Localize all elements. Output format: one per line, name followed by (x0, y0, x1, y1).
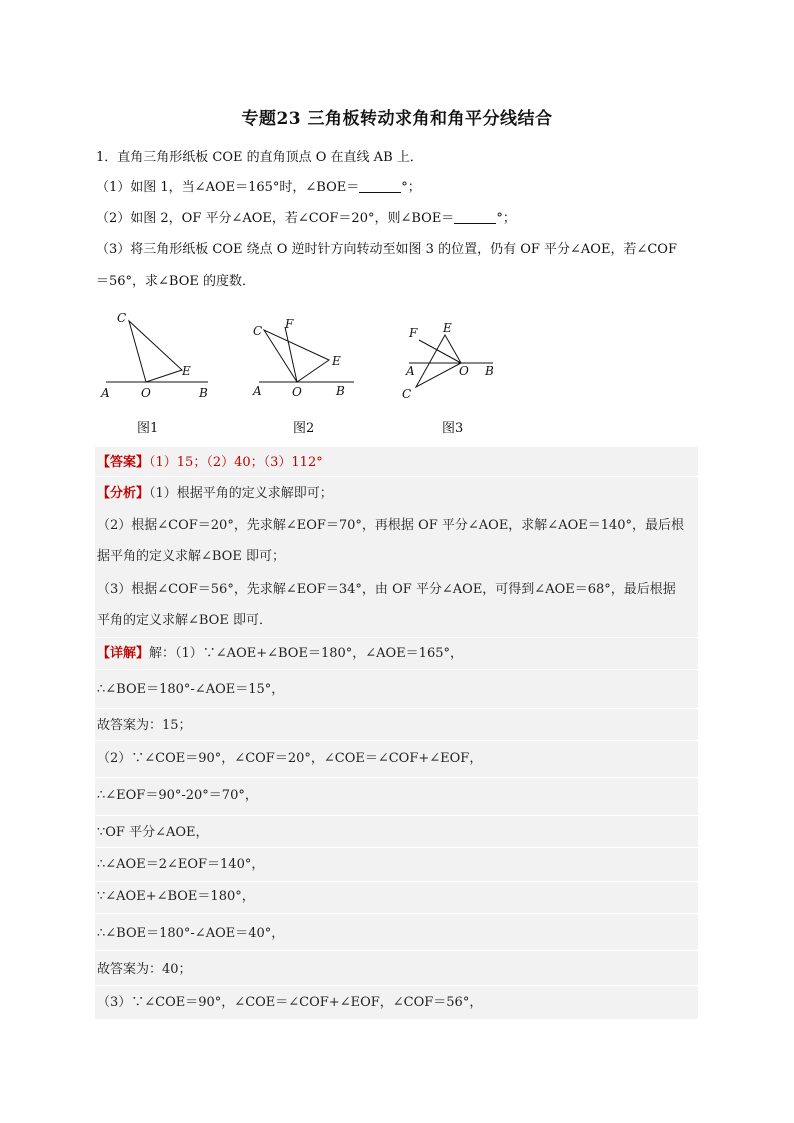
part2-text: （2）如图 2，OF 平分∠AOE，若∠COF＝20°，则∠BOE＝ (96, 211, 455, 226)
fig2-label-b: B (336, 384, 345, 398)
fig3-label-o: O (459, 364, 469, 378)
analysis-line-3b: 平角的定义求解∠BOE 即可． (97, 613, 272, 628)
detail-line-3: 故答案为：15； (97, 718, 192, 733)
answer-blank-1[interactable] (359, 180, 401, 193)
figures (96, 305, 516, 445)
detail-line-4: （2）∵∠COE＝90°，∠COF＝20°，∠COE＝∠COF+∠EOF， (97, 751, 483, 766)
fig3-triangle-coe (416, 335, 461, 387)
figure-2 (252, 317, 354, 399)
row-divider (95, 777, 698, 778)
answer-line (97, 453, 323, 473)
question-part-3-line-2: ＝56°，求∠BOE 的度数． (96, 274, 256, 289)
question-stem: 1．直角三角形纸板 COE 的直角顶点 O 在直线 AB 上． (96, 150, 423, 165)
row-divider (95, 637, 698, 638)
fig3-label-e: E (443, 321, 452, 335)
answer-tag: 【答案】 (97, 455, 150, 470)
part1-suffix: °； (401, 180, 421, 195)
detail-line-11: （3）∵∠COE＝90°，∠COE＝∠COF+∠EOF，∠COF＝56°， (97, 995, 483, 1010)
row-divider (95, 815, 698, 816)
detail-line-5: ∴∠EOF＝90°-20°＝70°， (97, 788, 258, 803)
fig1-label-e: E (182, 364, 191, 378)
row-divider (95, 985, 698, 986)
analysis-line-2b: 据平角的定义求解∠BOE 即可； (97, 549, 285, 564)
fig2-caption: 图2 (293, 421, 315, 436)
fig1-label-a: A (101, 386, 110, 400)
answer-blank-2[interactable] (454, 211, 496, 224)
analysis-tag: 【分析】 (97, 486, 150, 501)
detail-line-9: ∴∠BOE＝180°-∠AOE＝40°， (97, 926, 285, 941)
fig2-ray-of (285, 327, 297, 382)
fig3-caption: 图3 (442, 421, 464, 436)
analysis-line-3a: （3）根据∠COF＝56°，先求解∠EOF＝34°，由 OF 平分∠AOE，可得到∠AOE＝68°，最后根据 (97, 582, 676, 597)
figure-3 (402, 321, 494, 401)
fig1-triangle-coe (129, 321, 182, 382)
fig2-triangle-coe (264, 330, 329, 382)
answer-text: （1）15；（2）40；（3）112° (149, 455, 323, 470)
fig1-label-b: B (199, 386, 208, 400)
fig1-caption: 图1 (137, 421, 159, 436)
fig2-label-f: F (285, 317, 294, 331)
question-part-1 (96, 178, 421, 198)
detail-text-1: 解：（1）∵∠AOE+∠BOE＝180°，∠AOE＝165°， (149, 646, 463, 661)
question-part-2 (96, 209, 516, 229)
row-divider (95, 669, 698, 670)
row-divider (95, 740, 698, 741)
analysis-line-2a: （2）根据∠COF＝20°，先求解∠EOF＝70°，再根据 OF 平分∠AOE，求解∠AOE＝140°，最后根 (97, 518, 685, 533)
detail-line-10: 故答案为：40； (97, 962, 192, 977)
analysis-line-1 (97, 484, 333, 504)
detail-line-6: ∵OF 平分∠AOE， (97, 825, 209, 840)
geometry-figures (96, 305, 516, 415)
fig1-label-o: O (141, 386, 151, 400)
fig2-label-a: A (253, 384, 262, 398)
row-divider (95, 847, 698, 848)
row-divider (95, 881, 698, 882)
fig2-label-o: O (292, 385, 302, 399)
row-divider (95, 950, 698, 951)
detail-line-7: ∴∠AOE＝2∠EOF＝140°， (97, 857, 265, 872)
analysis-text-1: （1）根据平角的定义求解即可； (149, 486, 333, 501)
part2-suffix: °； (496, 211, 516, 226)
detail-line-8: ∵∠AOE+∠BOE＝180°， (97, 889, 255, 904)
detail-line-1 (97, 644, 463, 664)
fig3-label-f: F (409, 326, 418, 340)
fig3-label-a: A (406, 364, 415, 378)
row-divider (95, 476, 698, 477)
detail-tag: 【详解】 (97, 646, 150, 661)
fig1-label-c: C (117, 311, 127, 325)
detail-line-2: ∴∠BOE＝180°-∠AOE＝15°， (97, 682, 285, 697)
row-divider (95, 913, 698, 914)
fig3-label-c: C (402, 387, 412, 401)
page-title: 专题23 三角板转动求角和角平分线结合 (241, 109, 553, 129)
question-part-3-line-1: （3）将三角形纸板 COE 绕点 O 逆时针方向转动至如图 3 的位置，仍有 OF 平分∠AOE，若∠COF (96, 242, 677, 257)
figure-1 (100, 311, 208, 400)
fig3-label-b: B (485, 364, 494, 378)
row-divider (95, 708, 698, 709)
part1-text: （1）如图 1，当∠AOE＝165°时，∠BOE＝ (96, 180, 360, 195)
fig2-label-c: C (253, 324, 263, 338)
fig2-label-e: E (332, 354, 341, 368)
